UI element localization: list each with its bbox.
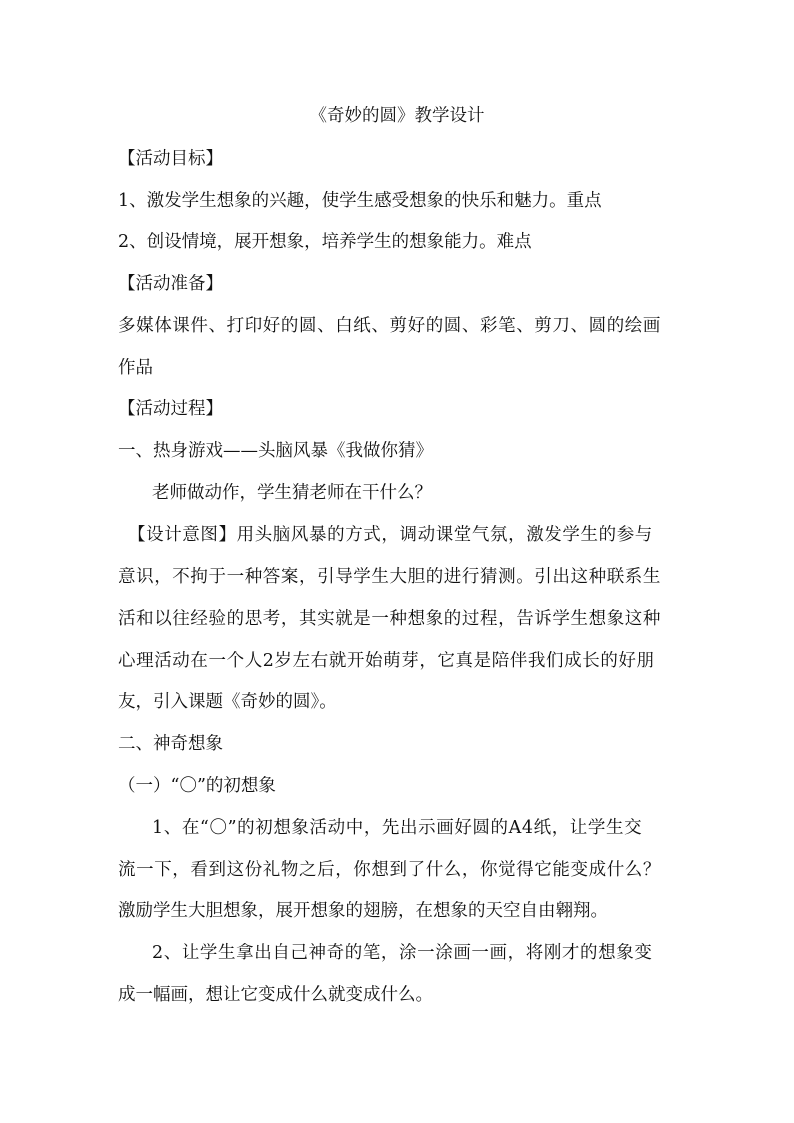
prep-text-line-1: 多媒体课件、打印好的圆、白纸、剪好的圆、彩笔、剪刀、圆的绘画 xyxy=(118,316,661,336)
paragraph-1-line-3: 激励学生大胆想象，展开想象的翅膀，在想象的天空自由翱翔。 xyxy=(118,901,608,921)
document-title: 《奇妙的圆》教学设计 xyxy=(309,106,485,126)
paragraph-1-line-1: 1、在“〇”的初想象活动中，先出示画好圆的A4纸，让学生交 xyxy=(152,818,643,838)
design-intent-line-3: 活和以往经验的思考，其实就是一种想象的过程，告诉学生想象这种 xyxy=(118,609,661,629)
paragraph-1-line-2: 流一下，看到这份礼物之后，你想到了什么，你觉得它能变成什么？ xyxy=(118,860,661,880)
section-1-heading: 一、热身游戏——头脑风暴《我做你猜》 xyxy=(118,441,433,461)
goal-item-1: 1、激发学生想象的兴趣，使学生感受想象的快乐和魅力。重点 xyxy=(118,191,602,211)
design-intent-line-1: 【设计意图】用头脑风暴的方式，调动课堂气氛，激发学生的参与 xyxy=(128,525,653,545)
goal-heading: 【活动目标】 xyxy=(118,149,223,169)
goal-item-2: 2、创设情境，展开想象，培养学生的想象能力。难点 xyxy=(118,232,532,252)
design-intent-line-5: 友，引入课题《奇妙的圆》。 xyxy=(118,692,337,712)
process-heading: 【活动过程】 xyxy=(118,399,223,419)
section-2-heading: 二、神奇想象 xyxy=(118,734,223,754)
paragraph-2-line-2: 成一幅画，想让它变成什么就变成什么。 xyxy=(118,985,433,1005)
prep-text-line-2: 作品 xyxy=(118,358,153,378)
design-intent-line-4: 心理活动在一个人2岁左右就开始萌芽，它真是陪伴我们成长的好朋 xyxy=(118,651,655,671)
design-intent-line-2: 意识，不拘于一种答案，引导学生大胆的进行猜测。引出这种联系生 xyxy=(118,567,661,587)
prep-heading: 【活动准备】 xyxy=(118,274,223,294)
section-1-text: 老师做动作，学生猜老师在干什么？ xyxy=(152,483,432,503)
paragraph-2-line-1: 2、让学生拿出自己神奇的笔，涂一涂画一画，将刚才的想象变 xyxy=(152,943,653,963)
subsection-1-heading: （一）“〇”的初想象 xyxy=(118,776,276,796)
